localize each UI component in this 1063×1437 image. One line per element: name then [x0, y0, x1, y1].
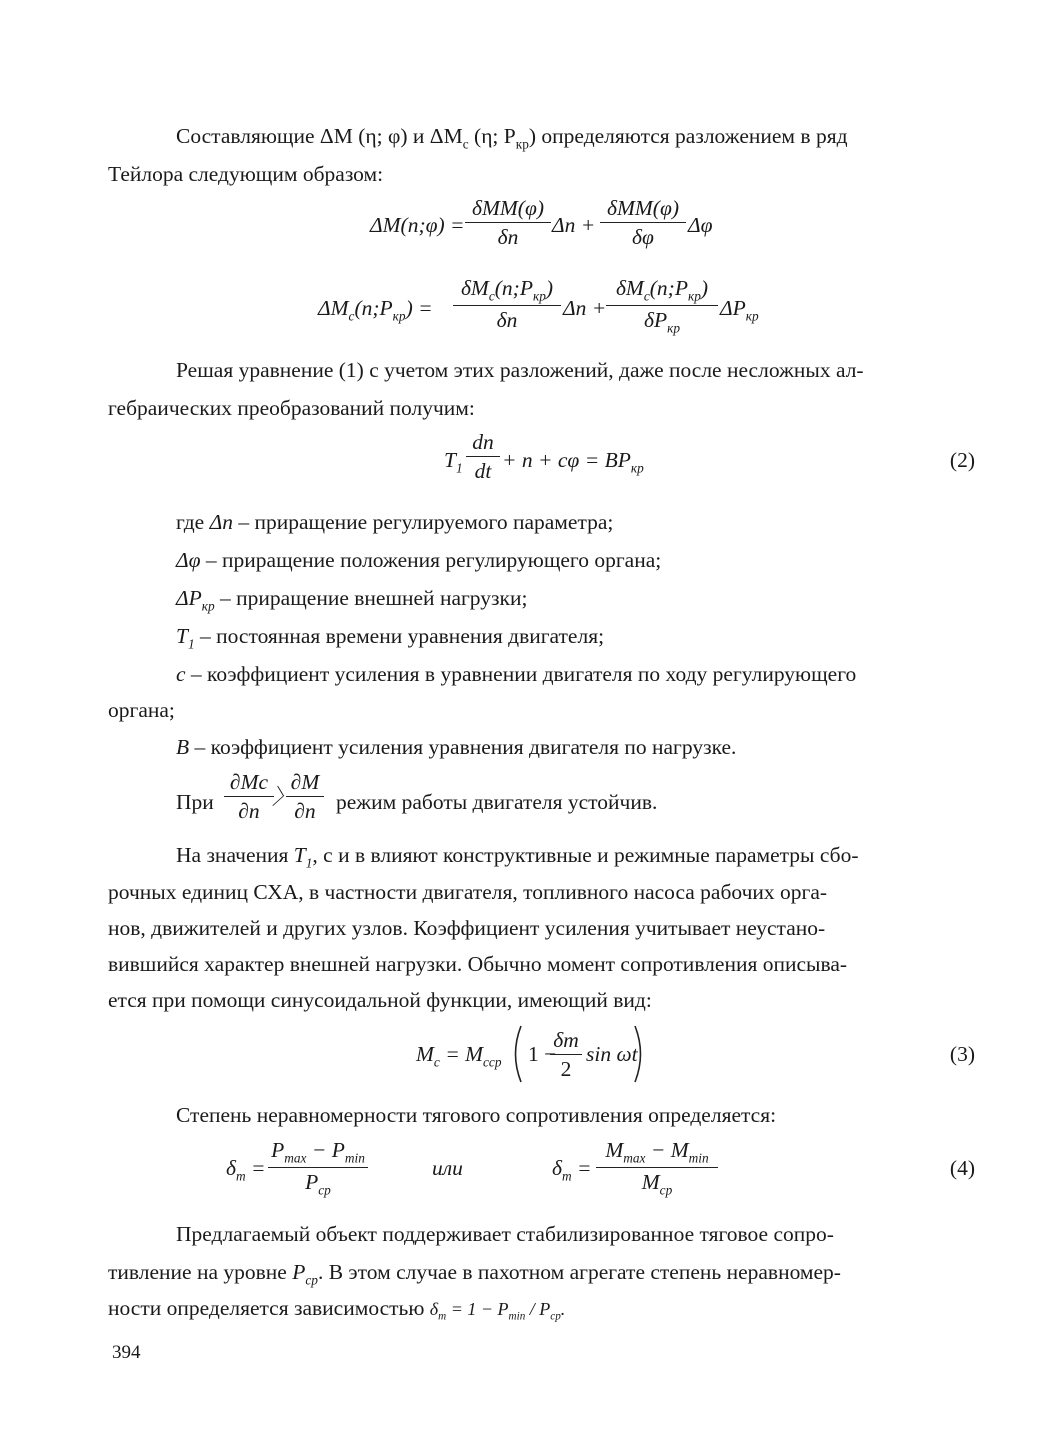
para5-line3: ности определяется зависимостью $\delta_m = 1 - P_{min} / P_{ср}$.: [108, 1296, 566, 1323]
eq-b-frac1: $\delta M_c(n;P_{кр})$ δn: [453, 276, 561, 333]
cond-frac2: $\frac{\partial M}{\partial n}$: [286, 770, 324, 824]
def-c-cont: органа;: [108, 698, 175, 722]
eq-a-mid: Δn +: [552, 213, 596, 237]
cond-frac1: $\frac{\partial Mc}{\partial n}$: [224, 770, 274, 824]
eq2-frac: $\frac{dn}{dt}$: [466, 430, 500, 484]
para3-line5: ется при помощи синусоидальной функции, имеющий вид:: [108, 988, 652, 1012]
inline-formula: $\delta_m = 1 - P_{min} / P_{ср}$.: [429, 1299, 566, 1323]
para5-line1: Предлагаемый объект поддерживает стабилизированное тяговое сопро-: [176, 1222, 834, 1246]
eq-a-frac2: δMM(φ) δφ: [600, 196, 686, 250]
para4: Степень неравномерности тягового сопротивления определяется:: [176, 1103, 777, 1127]
eq-b-frac2: $\delta M_c(n;P_{кр})$ $\delta P_{кр}$: [606, 276, 718, 337]
eq-a-tail: Δφ: [688, 213, 713, 237]
eq2-number: (2): [949, 448, 975, 472]
para1-line1: Составляющие ΔM (η; φ) и $\Delta M_c$ (η; $P_{кр}$) определяются разложением в ряд: [176, 124, 848, 152]
eq4-frac1: $P_{max} - P_{min}$ $P_{ср}$: [268, 1138, 368, 1199]
para2-line2: гебраических преобразований получим:: [108, 396, 475, 420]
def-dphi: Δφ – приращение положения регулирующего органа;: [176, 548, 662, 572]
eq4-frac2: $M_{max} - M_{min}$ $M_{ср}$: [596, 1138, 718, 1199]
def-c: с – коэффициент усиления в уравнении двигателя по ходу регулирующего: [176, 662, 857, 686]
para3-line4: вившийся характер внешней нагрузки. Обычно момент сопротивления описыва-: [108, 952, 848, 976]
eq-b-lhs: $\Delta M_c(n;P_{кр})$ =: [318, 296, 433, 324]
eq-a-frac1: δMM(φ) δn: [465, 196, 551, 250]
eq3-sin: sin ωt: [586, 1042, 638, 1066]
cond-post: режим работы двигателя устойчив.: [336, 790, 658, 814]
def-b: B – коэффициент усиления уравнения двигателя по нагрузке.: [176, 735, 737, 759]
eq4-or: или: [432, 1156, 463, 1180]
eq-a-lhs: ΔM(n;φ) =: [370, 213, 465, 237]
def-dpkr: $\Delta P_{кр}$ – приращение внешней нагрузки;: [176, 586, 528, 614]
def-dn: где Δn – приращение регулируемого параметра;: [176, 510, 614, 534]
para3-line3: нов, движителей и других узлов. Коэффициент усиления учитывает неустано-: [108, 916, 826, 940]
para2-line1: Решая уравнение (1) с учетом этих разложений, даже после несложных ал-: [176, 358, 864, 382]
para3-line1: На значения $T_1$, с и в влияют конструктивные и режимные параметры сбо-: [176, 843, 859, 871]
para3-line2: рочных единиц СХА, в частности двигателя, топливного насоса рабочих орга-: [108, 880, 828, 904]
left-paren: [508, 1024, 524, 1084]
eq2-t: $T_1$: [444, 448, 463, 476]
cond-pre: При: [176, 790, 214, 814]
eq3-number: (3): [949, 1042, 975, 1066]
para1-line2: Тейлора следующим образом:: [108, 162, 384, 186]
eq3-one: 1 −: [528, 1042, 557, 1066]
eq4-number: (4): [949, 1156, 975, 1180]
eq2-rest: + $n + c\varphi = BP_{кр}$: [502, 448, 644, 476]
eq-b-mid: Δn +: [563, 296, 607, 320]
def-t1: $T_1$ – постоянная времени уравнения двигателя;: [176, 624, 605, 652]
page-number: 394: [112, 1342, 141, 1363]
eq3-frac: $\frac{\delta m}{2}$: [550, 1028, 582, 1082]
para5-line2: тивление на уровне $P_{ср}$. В этом случае в пахотном агрегате степень неравномер-: [108, 1260, 841, 1288]
eq-b-tail: $\Delta P_{кр}$: [720, 296, 759, 324]
right-paren: [632, 1024, 648, 1084]
eq4-lhs1: $\delta_m$ =: [226, 1156, 266, 1184]
eq4-lhs2: $\delta_m$ =: [552, 1156, 592, 1184]
eq3-lhs: $M_c = M_{cср}$: [416, 1042, 502, 1070]
cond-rel: 〉: [272, 785, 294, 809]
